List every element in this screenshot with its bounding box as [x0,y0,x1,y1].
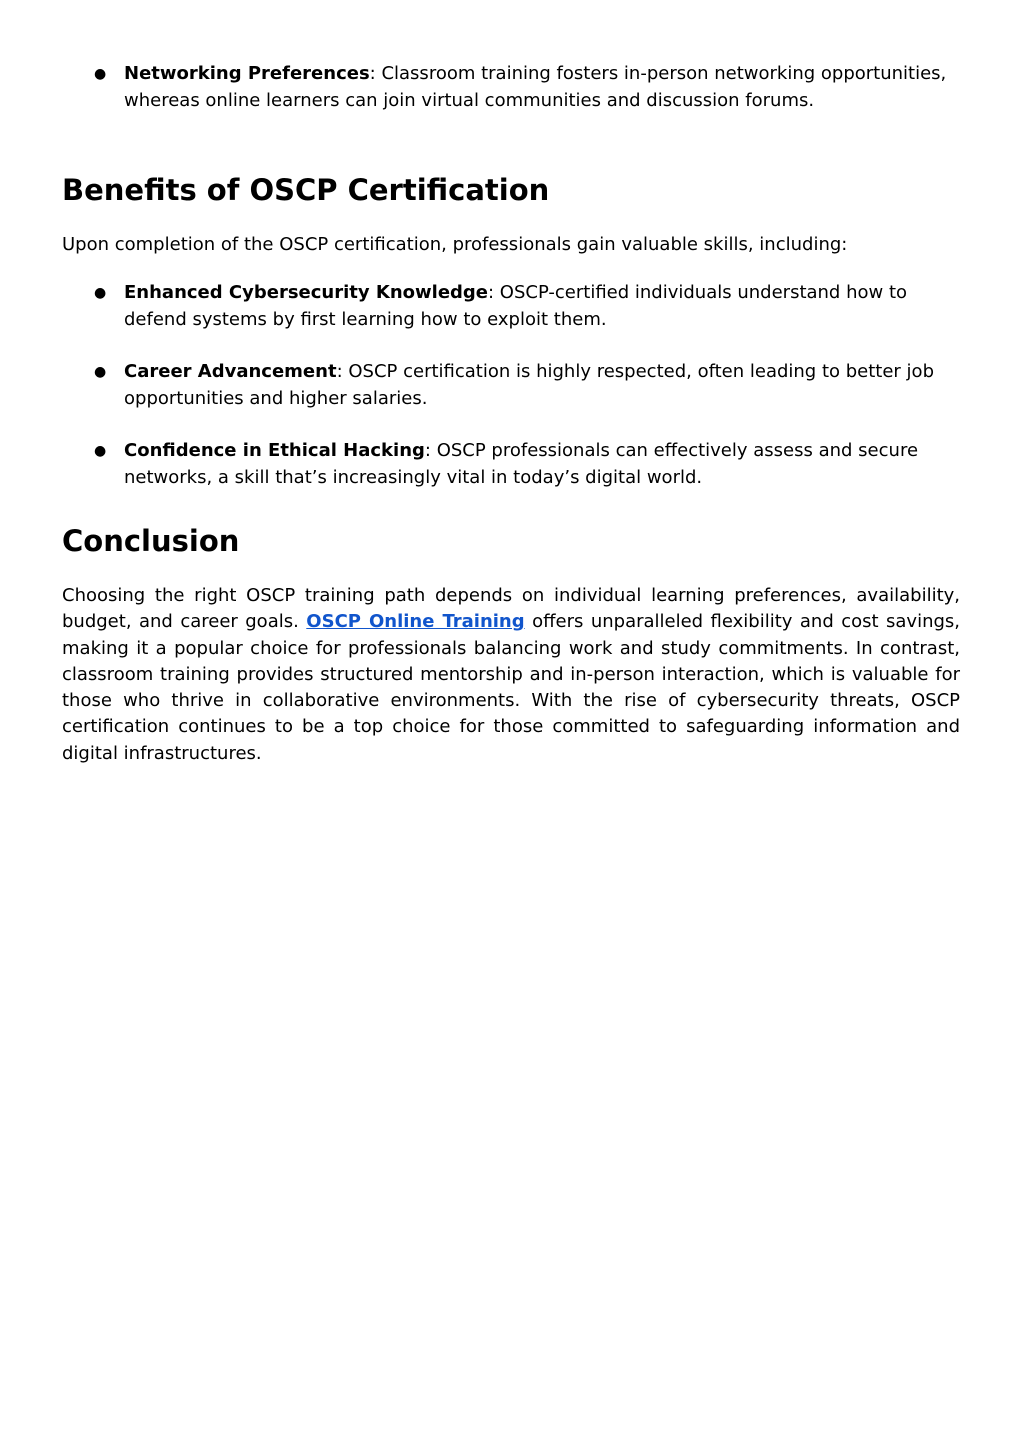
conclusion-heading: Conclusion [62,524,240,558]
benefits-intro: Upon completion of the OSCP certification, professionals gain valuable skills, including: [62,234,848,255]
benefits-heading: Benefits of OSCP Certification [62,173,550,207]
list-item-text: : OSCP-certified individuals understand how to defend systems by first learning how to exploit them. [124,282,908,330]
list-item [62,280,960,333]
oscp-online-training-link[interactable]: OSCP Online Training [306,611,525,633]
list-item-term: Networking Preferences [124,63,370,84]
list-item-text: : OSCP certification is highly respected, often leading to better job opportunities and higher salaries. [124,361,934,409]
bullet-icon: ● [94,66,107,82]
list-item-text: : Classroom training fosters in-person networking opportunities, whereas online learners can join virtual communities and discussion forums. [124,63,947,111]
list-item-term: Career Advancement [124,361,337,382]
list-item-term: Enhanced Cybersecurity Knowledge [124,282,488,303]
conclusion-text-after: offers unparalleled flexibility and cost savings, making it a popular choice for professionals balancing work and study commitments. In contrast, classroom training provides structured mentorship and in-person interaction, which is valuable for those who thrive in collaborative environments. With the rise of cybersecurity threats, OSCP certification continues to be a top choice for those committed to safeguarding information and digital infrastructures. [62,611,961,764]
bullet-icon: ● [94,443,107,459]
conclusion-paragraph [62,583,960,767]
list-item-term: Confidence in Ethical Hacking [124,440,425,461]
bullet-icon: ● [94,364,107,380]
list-item [62,61,960,114]
bullet-icon: ● [94,285,107,301]
list-item [62,438,960,491]
conclusion-text-before: Choosing the right OSCP training path depends on individual learning preferences, availability, budget, and career goals. [62,585,960,633]
list-item-text: : OSCP professionals can effectively assess and secure networks, a skill that’s increasingly vital in today’s digital world. [124,440,919,488]
networking-list [62,61,960,114]
list-item [62,359,960,412]
